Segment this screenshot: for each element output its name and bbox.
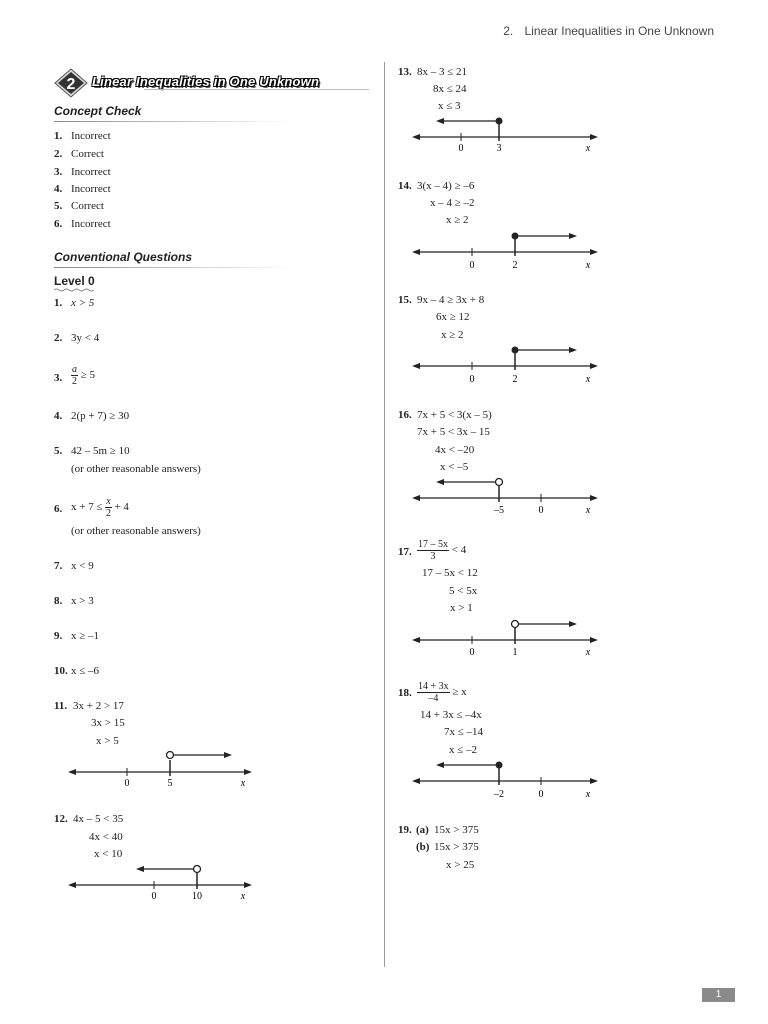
q-number: 19.: [398, 824, 412, 836]
cc-answer: Incorrect: [71, 183, 111, 195]
cc-number: 2.: [54, 148, 63, 160]
page-number: 1: [702, 988, 735, 1002]
q-number: 13.: [398, 66, 412, 78]
tick-label: 0: [151, 891, 157, 902]
fraction: $\frac{a}{2}$: [72, 364, 77, 387]
q-step: 7x ≤ –14: [444, 726, 484, 738]
q-number: 6.: [54, 503, 63, 515]
q-number: 14.: [398, 180, 412, 192]
axis-label: x: [585, 374, 591, 385]
tick-label: 5: [167, 778, 173, 789]
q-answer: 2(p + 7) ≥ 30: [71, 410, 130, 422]
q-step: x < –5: [440, 461, 469, 473]
q-step: 7x + 5 < 3x – 15: [417, 426, 490, 438]
q-step: 15x > 375: [434, 824, 479, 836]
q-note: (or other reasonable answers): [71, 463, 201, 475]
q-number: 16.: [398, 409, 412, 421]
q-answer: 42 – 5m ≥ 10: [71, 445, 130, 457]
cc-number: 1.: [54, 130, 63, 142]
q-number: 8.: [54, 595, 63, 607]
q-step: x ≤ 3: [438, 100, 461, 112]
q-step: x ≥ 2: [446, 214, 469, 226]
tick-label: 1: [512, 647, 518, 658]
number-line: [66, 861, 256, 905]
q-step: 15x > 375: [434, 841, 479, 853]
q-step: 3(x – 4) ≥ –6: [417, 180, 475, 192]
number-line: [410, 342, 602, 386]
q-step: 4x < 40: [89, 831, 123, 843]
cc-number: 4.: [54, 183, 63, 195]
q-step: 6x ≥ 12: [436, 311, 470, 323]
q-step: x > 25: [446, 859, 475, 871]
cc-answer: Correct: [71, 148, 104, 160]
q-answer: x > 5: [71, 297, 95, 309]
q-answer: x + 7 ≤ $\frac{x}{2}$ + 4: [71, 496, 129, 519]
axis-label: x: [585, 789, 591, 800]
q-step: 4x – 5 < 35: [73, 813, 124, 825]
q-step: 4x < –20: [435, 444, 475, 456]
fraction: $\frac{14 + 3x}{-4}$: [418, 681, 449, 704]
concept-check-title: Concept Check: [54, 104, 142, 118]
number-line: [410, 228, 602, 272]
q-answer: $\frac{17 - 5x}{3}$ < 4: [418, 539, 467, 562]
q-step: 7x + 5 < 3(x – 5): [417, 409, 492, 421]
header-chapter-title: Linear Inequalities in One Unknown: [524, 24, 714, 38]
number-line: [66, 748, 256, 792]
q-answer: $\frac{a}{2}$ ≥ 5: [72, 364, 96, 387]
q-answer: x < 9: [71, 560, 94, 572]
chapter-heading: [54, 68, 324, 102]
q-number: 10.: [54, 665, 68, 677]
axis-label: x: [585, 647, 591, 658]
axis-label: x: [240, 891, 246, 902]
cc-answer: Correct: [71, 200, 104, 212]
q-number: 4.: [54, 410, 63, 422]
column-divider: [384, 62, 385, 967]
q-step: 8x – 3 ≤ 21: [417, 66, 468, 78]
q-step: 5 < 5x: [449, 585, 478, 597]
q-step: 3x + 2 > 17: [73, 700, 124, 712]
q-step: x ≤ –2: [449, 744, 478, 756]
chapter-title: Linear Inequalities in One Unknown: [92, 74, 320, 89]
q-answer: 3y < 4: [71, 332, 100, 344]
q-answer: $\frac{14 + 3x}{-4}$ ≥ x: [418, 681, 467, 704]
q-part-label: (b): [416, 841, 430, 853]
q-step: 17 – 5x < 12: [422, 567, 478, 579]
q-number: 11.: [54, 700, 68, 712]
number-line: [410, 757, 602, 801]
tick-label: –5: [494, 505, 504, 516]
tick-label: 0: [124, 778, 130, 789]
q-step: x > 5: [96, 735, 119, 747]
tick-label: 10: [192, 891, 202, 902]
q-step: 9x – 4 ≥ 3x + 8: [417, 294, 485, 306]
fraction: $\frac{x}{2}$: [105, 496, 111, 519]
cc-answer: Incorrect: [71, 218, 111, 230]
chapter-badge-number: 2: [66, 76, 76, 93]
q-number: 17.: [398, 546, 412, 558]
tick-label: 3: [496, 143, 502, 154]
q-number: 3.: [54, 372, 63, 384]
number-line: [410, 113, 602, 157]
number-line: [410, 616, 602, 660]
conventional-questions-rule: [54, 267, 294, 268]
q-step: 8x ≤ 24: [433, 83, 467, 95]
cc-number: 5.: [54, 200, 63, 212]
level-label: Level 0: [54, 274, 95, 288]
q-note: (or other reasonable answers): [71, 525, 201, 537]
tick-label: –2: [494, 789, 504, 800]
q-answer: x ≥ –1: [71, 630, 100, 642]
axis-label: x: [240, 778, 246, 789]
axis-label: x: [585, 505, 591, 516]
number-line: [410, 474, 602, 518]
q-number: 5.: [54, 445, 63, 457]
header-chapter-number: 2.: [503, 24, 514, 38]
q-number: 7.: [54, 560, 63, 572]
wavy-underline-icon: [54, 288, 94, 292]
q-step: 14 + 3x ≤ –4x: [420, 709, 482, 721]
q-step: x < 10: [94, 848, 123, 860]
chapter-rule: [144, 89, 369, 90]
q-number: 2.: [54, 332, 63, 344]
level-heading: [54, 274, 95, 288]
cc-number: 3.: [54, 166, 63, 178]
q-number: 15.: [398, 294, 412, 306]
cc-answer: Incorrect: [71, 166, 111, 178]
chapter-badge-icon: [54, 68, 88, 98]
cc-answer: Incorrect: [71, 130, 111, 142]
q-step: 3x > 15: [91, 717, 125, 729]
cc-number: 6.: [54, 218, 63, 230]
axis-label: x: [585, 260, 591, 271]
tick-label: 0: [469, 260, 475, 271]
q-answer: x > 3: [71, 595, 94, 607]
q-number: 12.: [54, 813, 68, 825]
q-part-label: (a): [416, 824, 429, 836]
tick-label: 2: [512, 374, 518, 385]
tick-label: 0: [538, 505, 544, 516]
fraction: $\frac{17 - 5x}{3}$: [418, 539, 448, 562]
conventional-questions-title: Conventional Questions: [54, 250, 193, 264]
axis-label: x: [585, 143, 591, 154]
q-number: 9.: [54, 630, 63, 642]
concept-check-rule: [54, 121, 294, 122]
q-step: x ≥ 2: [441, 329, 464, 341]
q-answer: x ≤ –6: [71, 665, 100, 677]
tick-label: 0: [469, 647, 475, 658]
tick-label: 0: [458, 143, 464, 154]
tick-label: 0: [538, 789, 544, 800]
tick-label: 2: [512, 260, 518, 271]
q-step: x – 4 ≥ –2: [430, 197, 475, 209]
running-header: [503, 24, 714, 38]
q-step: x > 1: [450, 602, 473, 614]
tick-label: 0: [469, 374, 475, 385]
q-number: 1.: [54, 297, 63, 309]
q-number: 18.: [398, 687, 412, 699]
